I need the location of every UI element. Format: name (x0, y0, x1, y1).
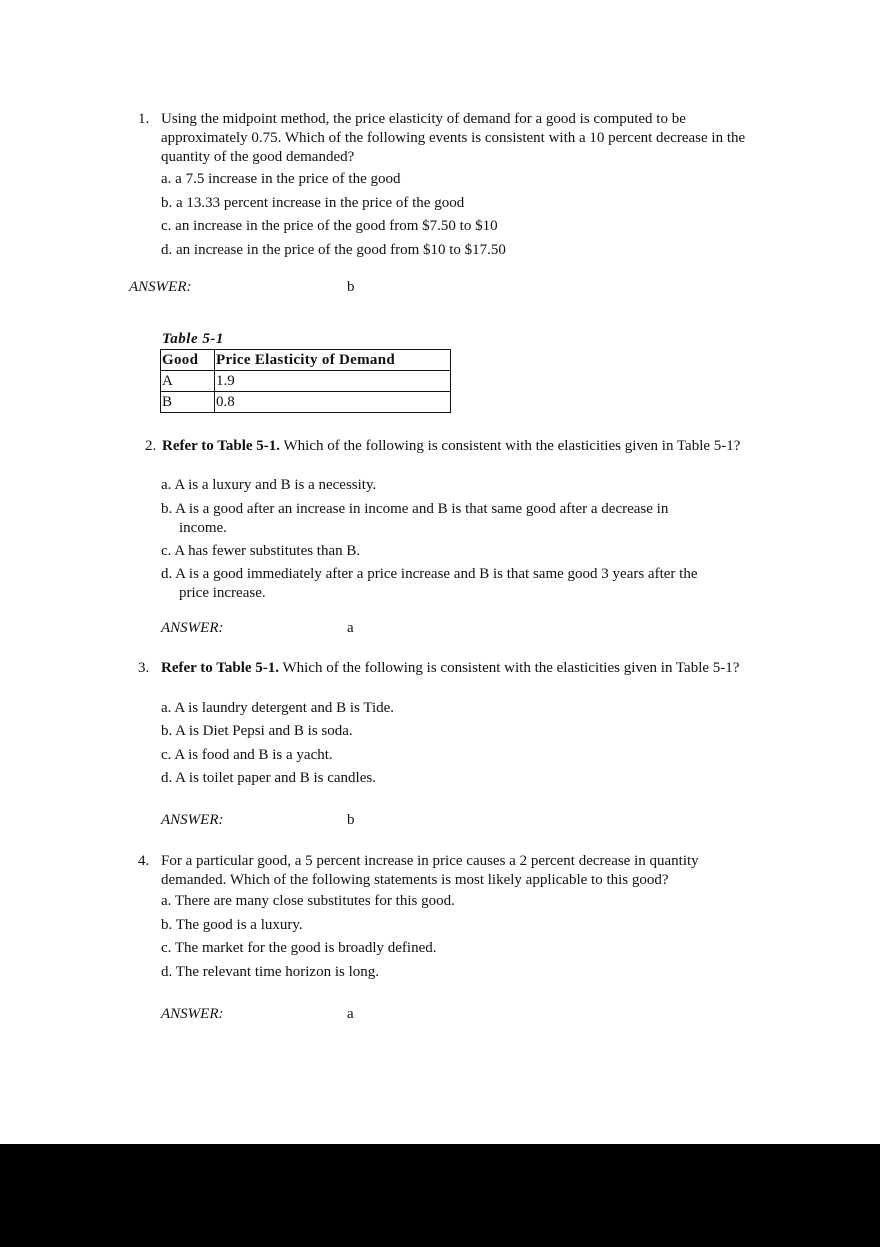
table-header-row (161, 350, 451, 371)
option-c: c. A has fewer substitutes than B. (161, 543, 361, 559)
option-a: a. a 7.5 increase in the price of the good (161, 171, 401, 187)
answer-label: ANSWER: (161, 1006, 224, 1022)
question-number: 2. (145, 438, 157, 454)
table-caption: Table 5-1 (162, 331, 224, 347)
option-b: b. A is Diet Pepsi and B is soda. (161, 723, 353, 739)
option-a: a. A is laundry detergent and B is Tide. (161, 700, 395, 716)
table-row (161, 371, 451, 392)
option-b: b. The good is a luxury. (161, 917, 303, 933)
question-number: 1. (138, 111, 150, 127)
answer-value: b (347, 279, 355, 295)
question-text: For a particular good, a 5 percent increase in price causes a 2 percent decrease in quantity demanded. Which of the following statements is most likely applicable to this good? (161, 853, 699, 888)
table-cell-good: B (161, 392, 215, 413)
table-cell-elasticity: 1.9 (215, 371, 451, 392)
option-a: a. There are many close substitutes for this good. (161, 893, 455, 909)
option-c: c. A is food and B is a yacht. (161, 747, 333, 763)
option-d: d. A is a good immediately after a price increase and B is that same good 3 years after the price increase. (161, 566, 698, 601)
question-text: Refer to Table 5-1. Which of the following is consistent with the elasticities given in Table 5-1? (162, 438, 741, 454)
question-text: Using the midpoint method, the price elasticity of demand for a good is computed to be approximately 0.75. Which of the following events is consistent with a 10 percent decrease in the quantity of the good demanded? (161, 111, 746, 165)
answer-value: a (347, 1006, 354, 1022)
table-header-elasticity: Price Elasticity of Demand (215, 350, 451, 371)
option-b: b. A is a good after an increase in income and B is that same good after a decrease in income. (161, 501, 669, 536)
table-cell-good: A (161, 371, 215, 392)
question-number: 4. (138, 853, 150, 869)
question-reference: Refer to Table 5-1. (161, 660, 280, 676)
answer-value: a (347, 620, 354, 636)
answer-value: b (347, 812, 355, 828)
question-number: 3. (138, 660, 150, 676)
table-row (161, 392, 451, 413)
answer-label: ANSWER: (161, 620, 224, 636)
question-reference: Refer to Table 5-1. (162, 438, 281, 454)
option-d: d. A is toilet paper and B is candles. (161, 770, 376, 786)
option-d: d. an increase in the price of the good from $10 to $17.50 (161, 242, 506, 258)
option-c: c. The market for the good is broadly defined. (161, 940, 437, 956)
answer-label: ANSWER: (129, 279, 192, 295)
option-c: c. an increase in the price of the good from $7.50 to $10 (161, 218, 498, 234)
table-cell-elasticity: 0.8 (215, 392, 451, 413)
elasticity-table (160, 349, 451, 413)
question-text: Refer to Table 5-1. Which of the following is consistent with the elasticities given in Table 5-1? (161, 660, 740, 676)
option-d: d. The relevant time horizon is long. (161, 964, 380, 980)
option-a: a. A is a luxury and B is a necessity. (161, 477, 377, 493)
table-header-good: Good (161, 350, 215, 371)
option-b: b. a 13.33 percent increase in the price of the good (161, 195, 465, 211)
answer-label: ANSWER: (161, 812, 224, 828)
